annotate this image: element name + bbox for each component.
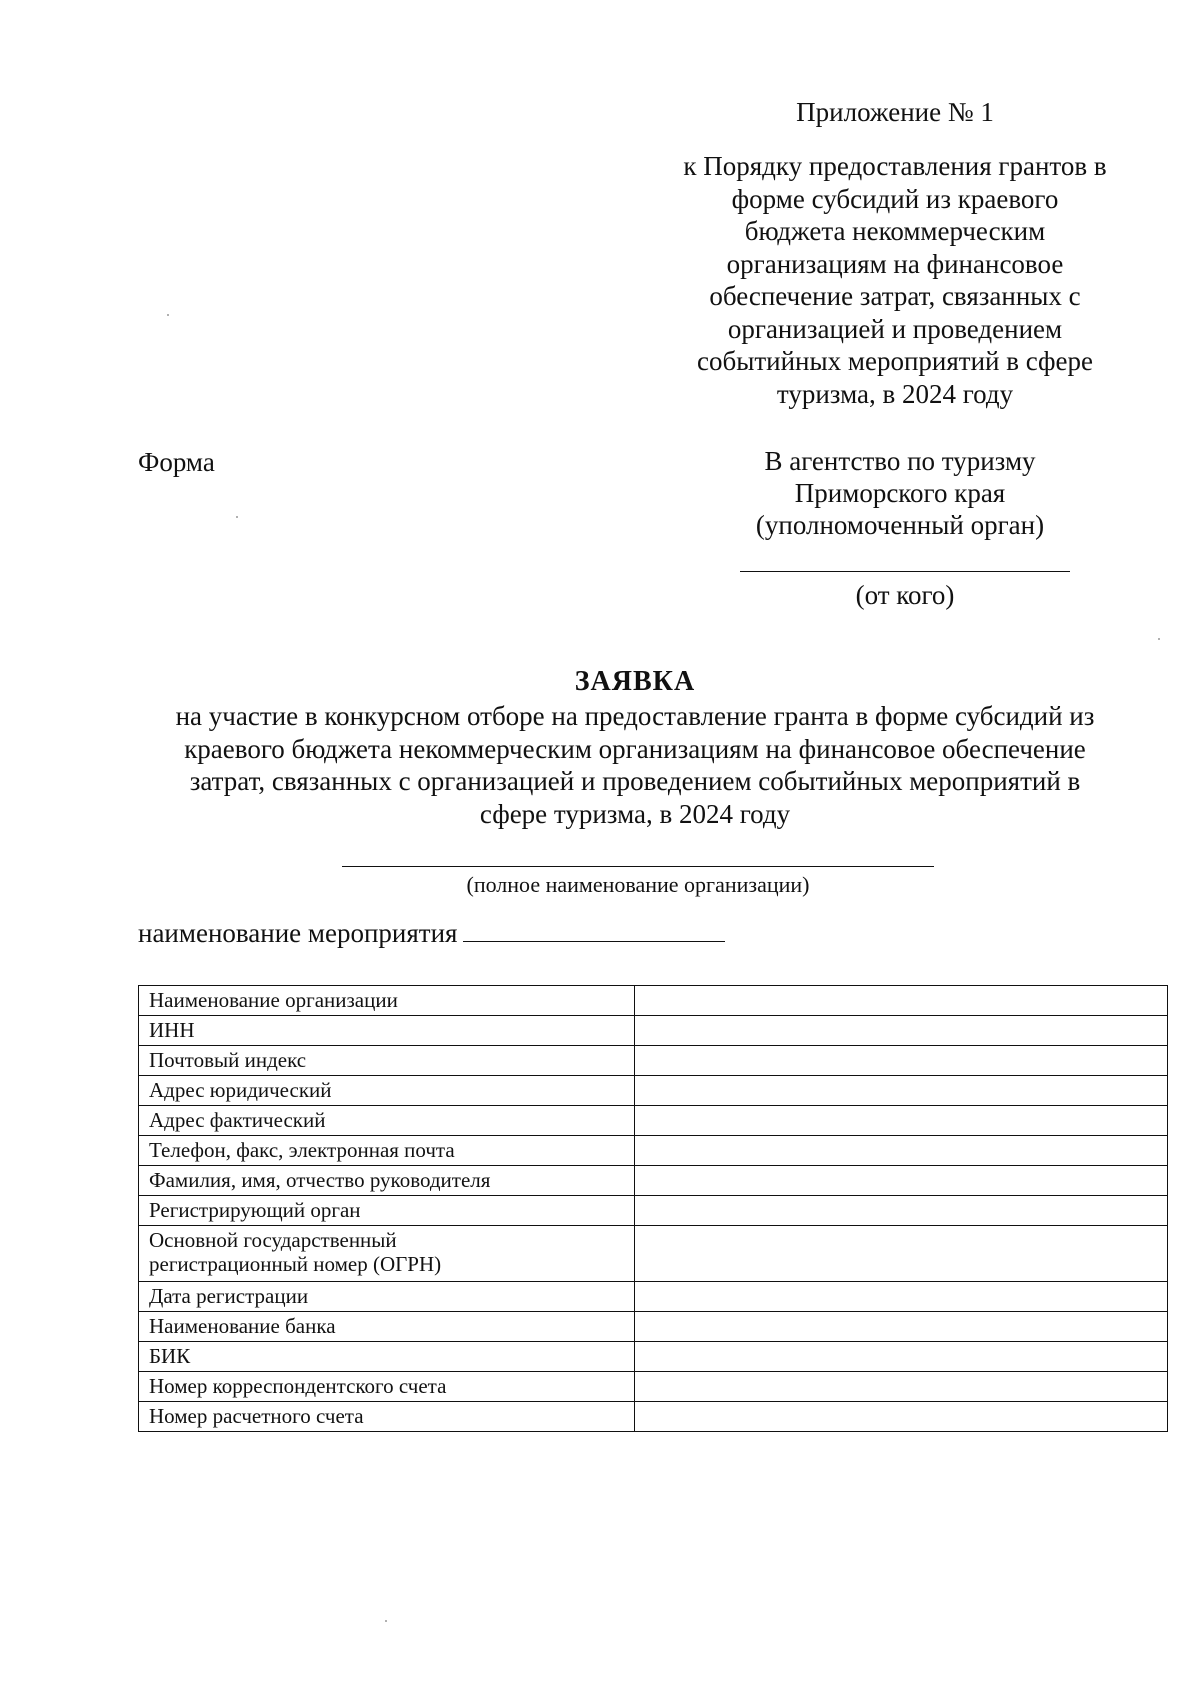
table-row-label: Дата регистрации — [139, 1282, 635, 1312]
table-row-value-field[interactable] — [634, 986, 1167, 1016]
appendix-reference: к Порядку предоставления грантов в форме субсидий из краевого бюджета некоммерческим организациям на финансовое обеспечение затрат, связанных с организацией и проведением событийных мероприятий в сфере туризма, в 2024 году — [683, 151, 1107, 409]
table-row — [139, 986, 1168, 1016]
table-row-value-field[interactable] — [634, 1342, 1167, 1372]
table-row-label: Номер расчетного счета — [139, 1402, 635, 1432]
table-row — [139, 1046, 1168, 1076]
table-row-label: Фамилия, имя, отчество руководителя — [139, 1166, 635, 1196]
table-row — [139, 1372, 1168, 1402]
table-row-value-field[interactable] — [634, 1106, 1167, 1136]
table-row — [139, 1196, 1168, 1226]
from-blank-line[interactable] — [740, 571, 1070, 572]
table-row-value-field[interactable] — [634, 1372, 1167, 1402]
table-row-label: ИНН — [139, 1016, 635, 1046]
table-row — [139, 1106, 1168, 1136]
event-name-label: наименование мероприятия — [138, 918, 458, 948]
table-row-value-field[interactable] — [634, 1226, 1167, 1282]
table-row — [139, 1342, 1168, 1372]
table-row — [139, 1282, 1168, 1312]
table-row-label: Основной государственный регистрационный номер (ОГРН) — [139, 1226, 635, 1282]
from-caption: (от кого) — [855, 580, 955, 610]
event-name-blank-line[interactable] — [463, 917, 725, 942]
table-row — [139, 1312, 1168, 1342]
table-row-label: Телефон, факс, электронная почта — [139, 1136, 635, 1166]
document-title: ЗАЯВКА — [574, 666, 696, 697]
table-row-label: Почтовый индекс — [139, 1046, 635, 1076]
table-row-label: Номер корреспондентского счета — [139, 1372, 635, 1402]
table-row-value-field[interactable] — [634, 1312, 1167, 1342]
table-row-value-field[interactable] — [634, 1196, 1167, 1226]
table-row — [139, 1226, 1168, 1282]
addressee-block: В агентство по туризму Приморского края (уполномоченный орган) — [755, 446, 1045, 540]
table-row-value-field[interactable] — [634, 1016, 1167, 1046]
organization-name-caption: (полное наименование организации) — [466, 872, 810, 897]
table-row-value-field[interactable] — [634, 1076, 1167, 1106]
table-row-label: Адрес юридический — [139, 1076, 635, 1106]
form-label: Форма — [138, 447, 215, 477]
table-row-value-field[interactable] — [634, 1136, 1167, 1166]
table-row-label: БИК — [139, 1342, 635, 1372]
table-row — [139, 1076, 1168, 1106]
document-subtitle: на участие в конкурсном отборе на предоставление гранта в форме субсидий из краевого бюджета некоммерческим организациям на финансовое обеспечение затрат, связанных с организацией и проведением событийных мероприятий в сфере туризма, в 2024 году — [175, 701, 1095, 829]
appendix-title: Приложение № 1 — [796, 97, 994, 127]
table-row-label: Наименование организации — [139, 986, 635, 1016]
table-row — [139, 1136, 1168, 1166]
organization-data-table — [138, 985, 1168, 1432]
table-row — [139, 1402, 1168, 1432]
table-row — [139, 1166, 1168, 1196]
table-row-value-field[interactable] — [634, 1166, 1167, 1196]
table-row-value-field[interactable] — [634, 1046, 1167, 1076]
table-row — [139, 1016, 1168, 1046]
organization-name-blank-line[interactable] — [342, 866, 934, 867]
table-row-value-field[interactable] — [634, 1282, 1167, 1312]
table-row-value-field[interactable] — [634, 1402, 1167, 1432]
table-row-label: Адрес фактический — [139, 1106, 635, 1136]
table-row-label: Наименование банка — [139, 1312, 635, 1342]
event-name-row — [138, 916, 725, 950]
table-row-label: Регистрирующий орган — [139, 1196, 635, 1226]
